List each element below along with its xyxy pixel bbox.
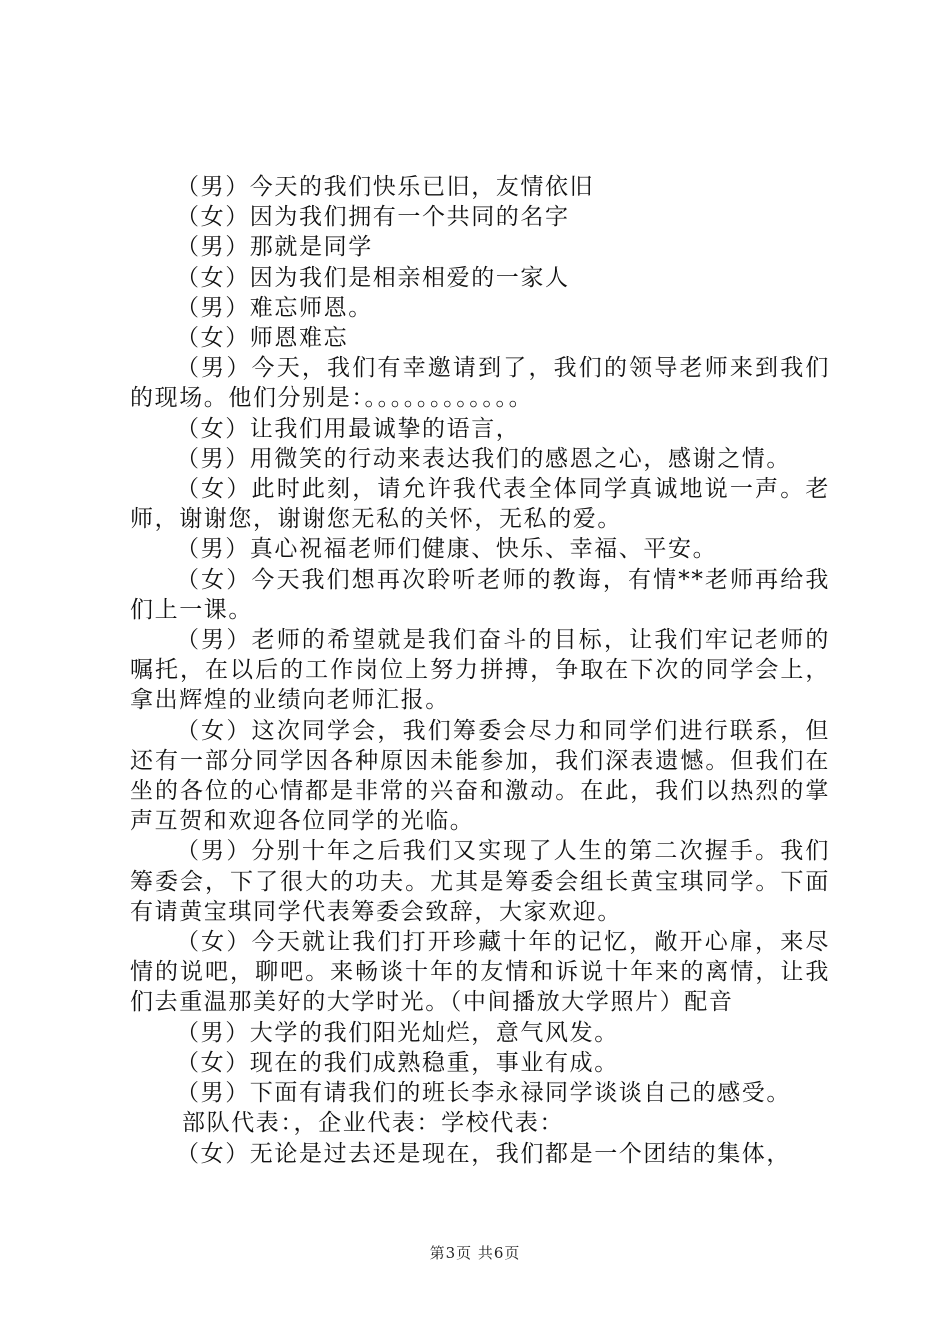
paragraph: （男）今天的我们快乐已旧，友情依旧 xyxy=(176,174,595,200)
paragraph: （男）今天，我们有幸邀请到了，我们的领导老师来到我们的现场。他们分别是：。。。。。。。。。。。。 xyxy=(130,355,830,412)
paragraph: （女）因为我们是相亲相爱的一家人 xyxy=(176,264,570,291)
document-body xyxy=(130,172,830,1169)
paragraph: （男）分别十年之后我们又实现了人生的第二次握手。我们筹委会，下了很大的功夫。尤其是筹委会组长黄宝琪同学。下面有请黄宝琪同学代表筹委会致辞，大家欢迎。 xyxy=(130,838,830,925)
paragraph: （女）因为我们拥有一个共同的名字 xyxy=(176,204,570,231)
paragraph: （男）那就是同学 xyxy=(176,234,373,261)
paragraph: （女）师恩难忘 xyxy=(176,325,349,352)
paragraph: （男）老师的希望就是我们奋斗的目标，让我们牢记老师的嘱托，在以后的工作岗位上努力拼搏，争取在下次的同学会上，拿出辉煌的业绩向老师汇报。 xyxy=(130,627,830,714)
paragraph: 部队代表：，企业代表：学校代表： xyxy=(182,1110,565,1137)
paragraph: （女）今天我们想再次聆听老师的教诲，有情**老师再给我们上一课。 xyxy=(130,566,830,623)
paragraph: （女）此时此刻，请允许我代表全体同学真诚地说一声。老师，谢谢您，谢谢您无私的关怀，无私的爱。 xyxy=(130,476,830,533)
paragraph: （男）下面有请我们的班长李永禄同学谈谈自己的感受。 xyxy=(176,1080,791,1107)
paragraph: （女）让我们用最诚挚的语言， xyxy=(176,415,521,442)
paragraph: （女）无论是过去还是现在，我们都是一个团结的集体， xyxy=(176,1140,791,1167)
page-number-label: 第3页 共6页 xyxy=(429,1244,521,1262)
paragraph: （女）现在的我们成熟稳重，事业有成。 xyxy=(176,1049,619,1076)
page-footer xyxy=(0,1242,950,1263)
paragraph: （男）大学的我们阳光灿烂，意气风发。 xyxy=(176,1019,619,1046)
paragraph: （男）真心祝福老师们健康、快乐、幸福、平安。 xyxy=(176,536,718,563)
paragraph: （女）今天就让我们打开珍藏十年的记忆，敞开心扉，来尽情的说吧，聊吧。来畅谈十年的友情和诉说十年来的离情，让我们去重温那美好的大学时光。（中间播放大学照片）配音 xyxy=(130,929,830,1016)
paragraph: （女）这次同学会，我们筹委会尽力和同学们进行联系，但还有一部分同学因各种原因未能参加，我们深表遗憾。但我们在坐的各位的心情都是非常的兴奋和激动。在此，我们以热烈的掌声互贺和欢迎各位同学的光临。 xyxy=(130,717,830,835)
paragraph: （男）用微笑的行动来表达我们的感恩之心，感谢之情。 xyxy=(176,445,791,472)
paragraph: （男）难忘师恩。 xyxy=(176,294,373,321)
